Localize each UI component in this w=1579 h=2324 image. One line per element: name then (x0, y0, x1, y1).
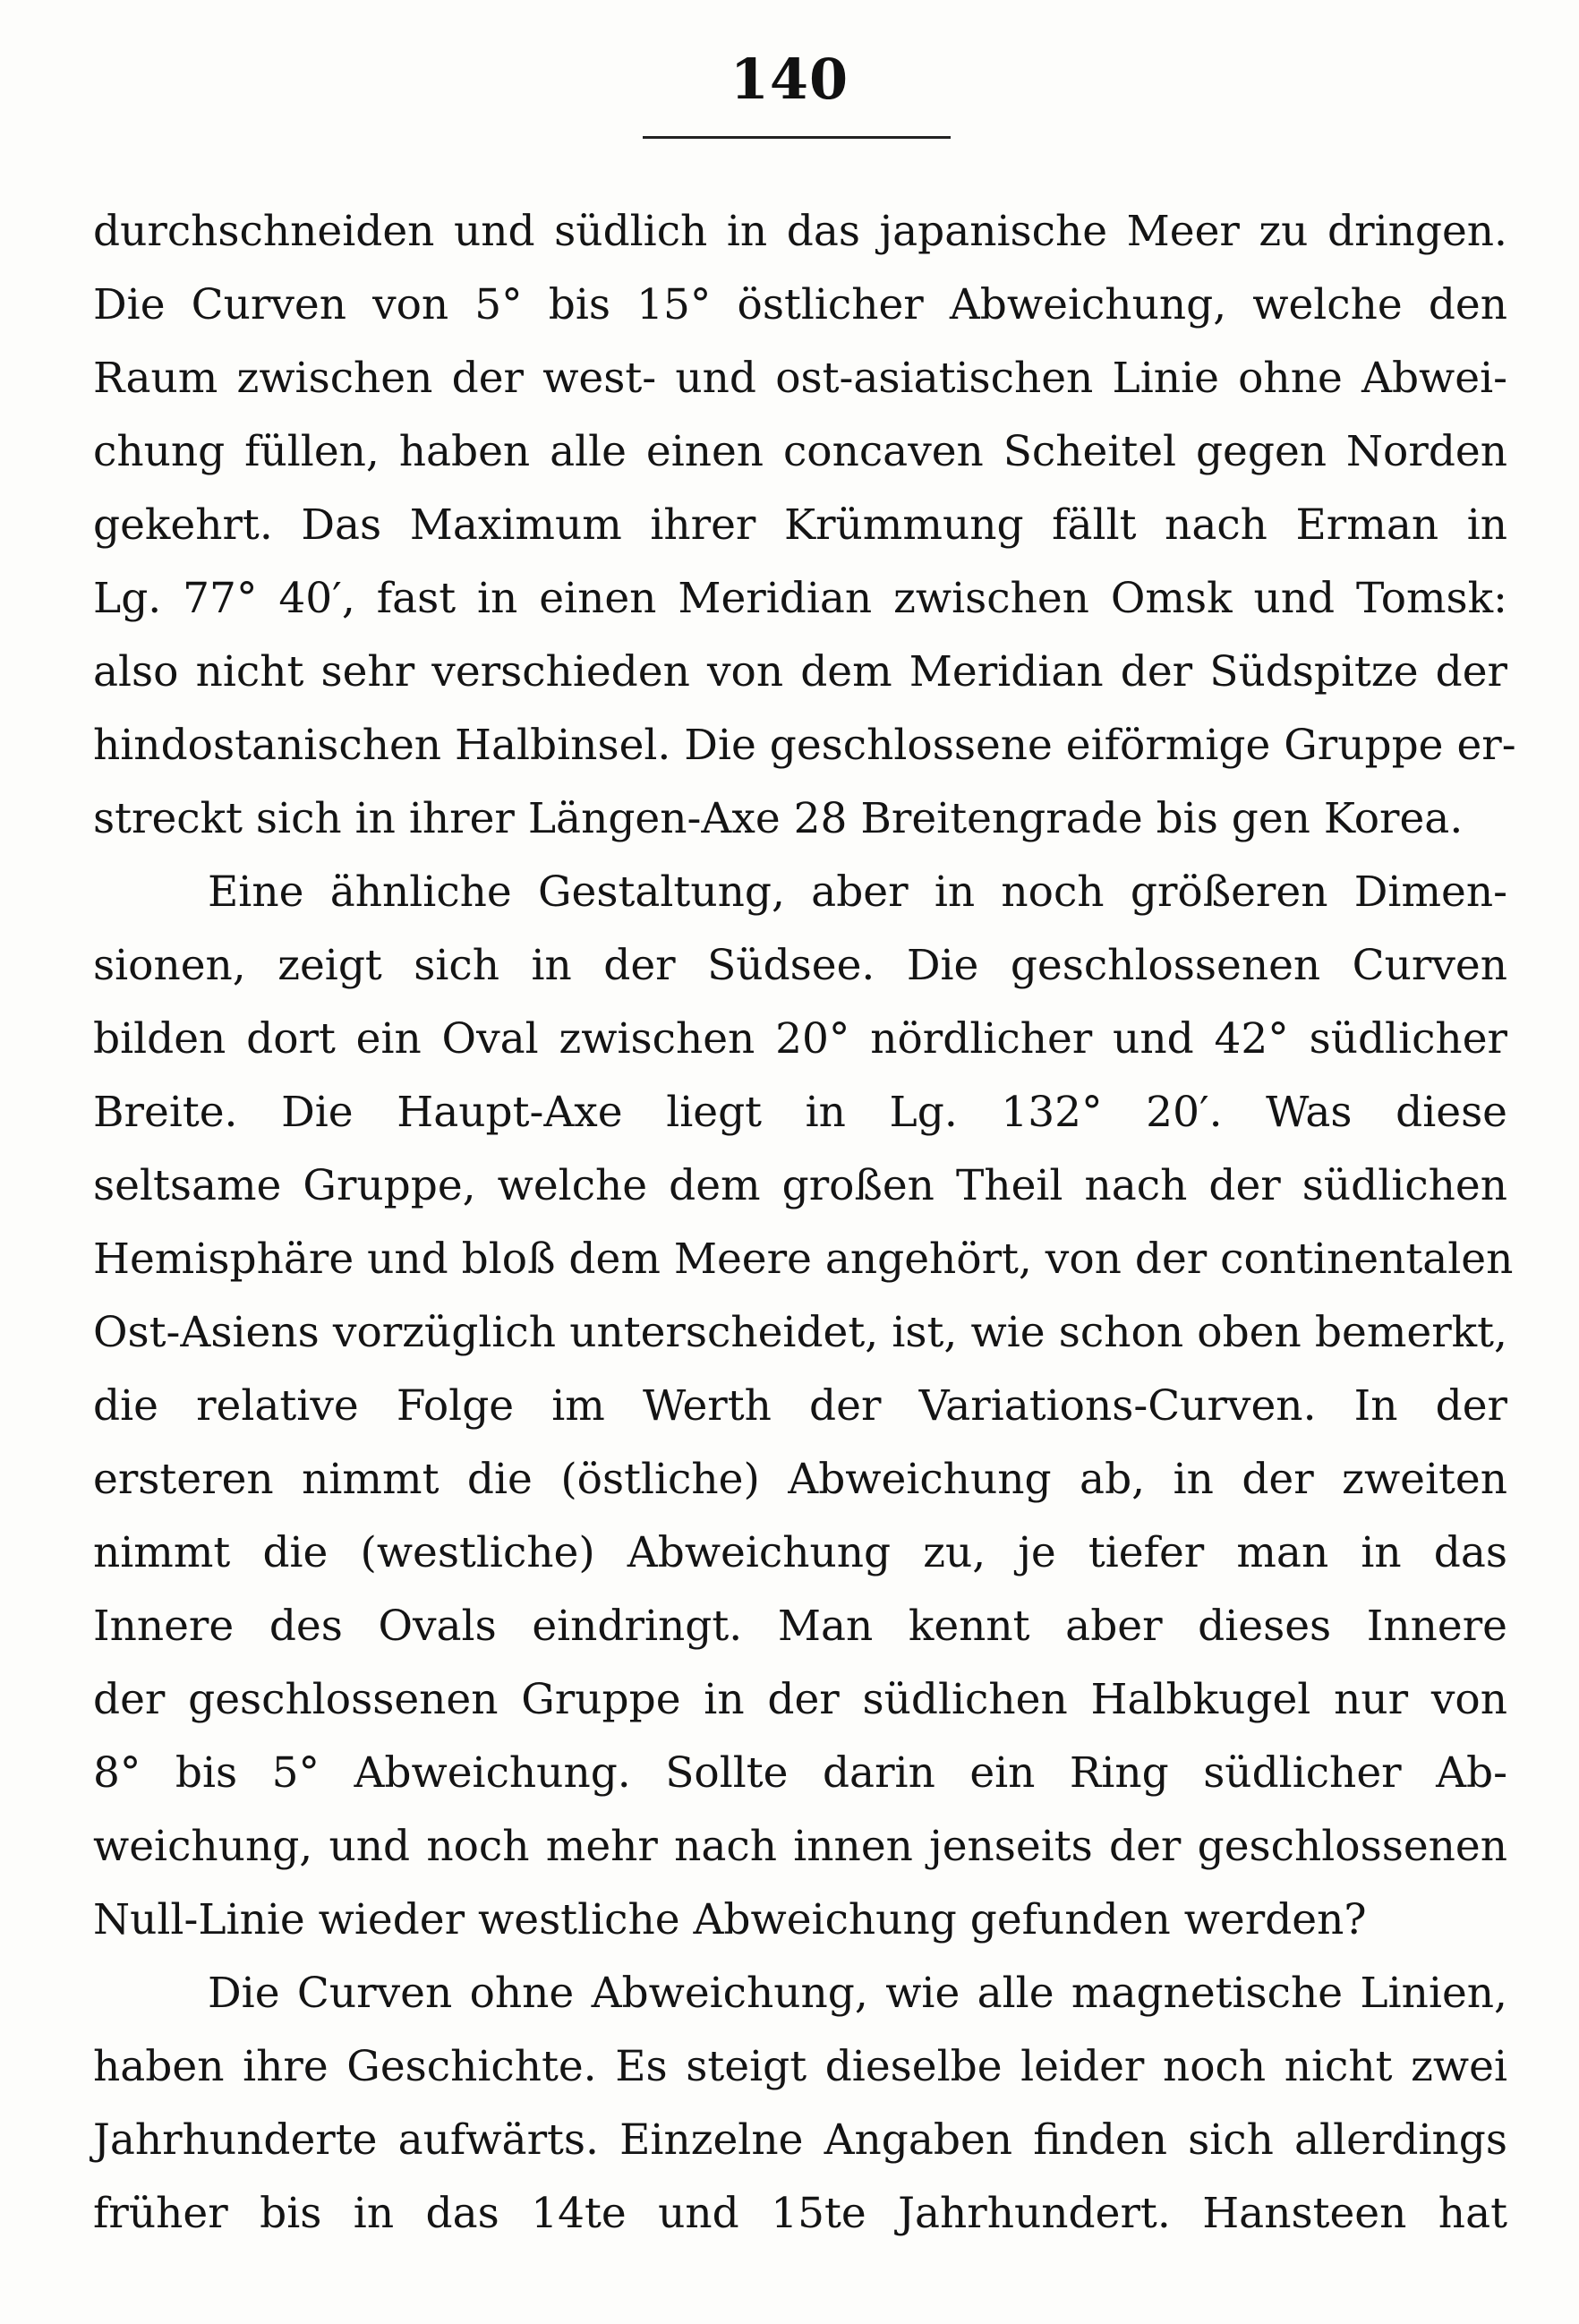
text-line: Null-Linie wieder westliche Abweichung gefunden werden? (93, 1895, 1367, 1944)
text-line: chung füllen, haben alle einen concaven Scheitel gegen Norden (93, 427, 1507, 476)
text-line: also nicht sehr verschieden von dem Meridian der Südspitze der (93, 647, 1507, 696)
text-line: Die Curven von 5° bis 15° östlicher Abweichung, welche den (93, 280, 1507, 329)
text-line: nimmt die (westliche) Abweichung zu, je tiefer man in das (93, 1528, 1507, 1577)
text-line: streckt sich in ihrer Längen-Axe 28 Breitengrade bis gen Korea. (93, 794, 1464, 843)
text-line: 8° bis 5° Abweichung. Sollte darin ein Ring südlicher Ab- (93, 1748, 1507, 1798)
text-line: seltsame Gruppe, welche dem großen Theil nach der südlichen (93, 1161, 1507, 1210)
text-line: Jahrhunderte aufwärts. Einzelne Angaben finden sich allerdings (93, 2115, 1507, 2165)
text-line: weichung, und noch mehr nach innen jenseits der geschlossenen (93, 1822, 1507, 1871)
text-line: durchschneiden und südlich in das japanische Meer zu dringen. (93, 207, 1507, 256)
text-line: Hemisphäre und bloß dem Meere angehört, von der continentalen (93, 1235, 1514, 1284)
text-line: Eine ähnliche Gestaltung, aber in noch größeren Dimen- (208, 867, 1507, 917)
text-line: hindostanischen Halbinsel. Die geschlossene eiförmige Gruppe er- (93, 721, 1516, 770)
text-line: Breite. Die Haupt-Axe liegt in Lg. 132° 20′. Was diese (93, 1088, 1507, 1137)
text-line: sionen, zeigt sich in der Südsee. Die geschlossenen Curven (93, 941, 1507, 990)
text-line: ersteren nimmt die (östliche) Abweichung ab, in der zweiten (93, 1455, 1507, 1504)
text-line: die relative Folge im Werth der Variations-Curven. In der (93, 1381, 1507, 1431)
text-line: Raum zwischen der west- und ost-asiatischen Linie ohne Abwei- (93, 354, 1507, 403)
text-line: früher bis in das 14te und 15te Jahrhundert. Hansteen hat (93, 2189, 1507, 2238)
text-line: bilden dort ein Oval zwischen 20° nördlicher und 42° südlicher (93, 1014, 1507, 1064)
text-line: Lg. 77° 40′, fast in einen Meridian zwischen Omsk und Tomsk: (93, 574, 1507, 623)
body-text (93, 195, 1516, 2251)
header-rule (643, 136, 951, 139)
page-number: 140 (730, 47, 849, 112)
text-line: Die Curven ohne Abweichung, wie alle magnetische Linien, (208, 1969, 1507, 2018)
text-line: gekehrt. Das Maximum ihrer Krümmung fällt nach Erman in (93, 500, 1507, 550)
text-line: haben ihre Geschichte. Es steigt dieselbe leider noch nicht zwei (93, 2042, 1507, 2091)
text-line: Innere des Ovals eindringt. Man kennt aber dieses Innere (93, 1602, 1507, 1651)
text-line: der geschlossenen Gruppe in der südlichen Halbkugel nur von (93, 1675, 1507, 1724)
text-line: Ost-Asiens vorzüglich unterscheidet, ist, wie schon oben bemerkt, (93, 1308, 1507, 1357)
